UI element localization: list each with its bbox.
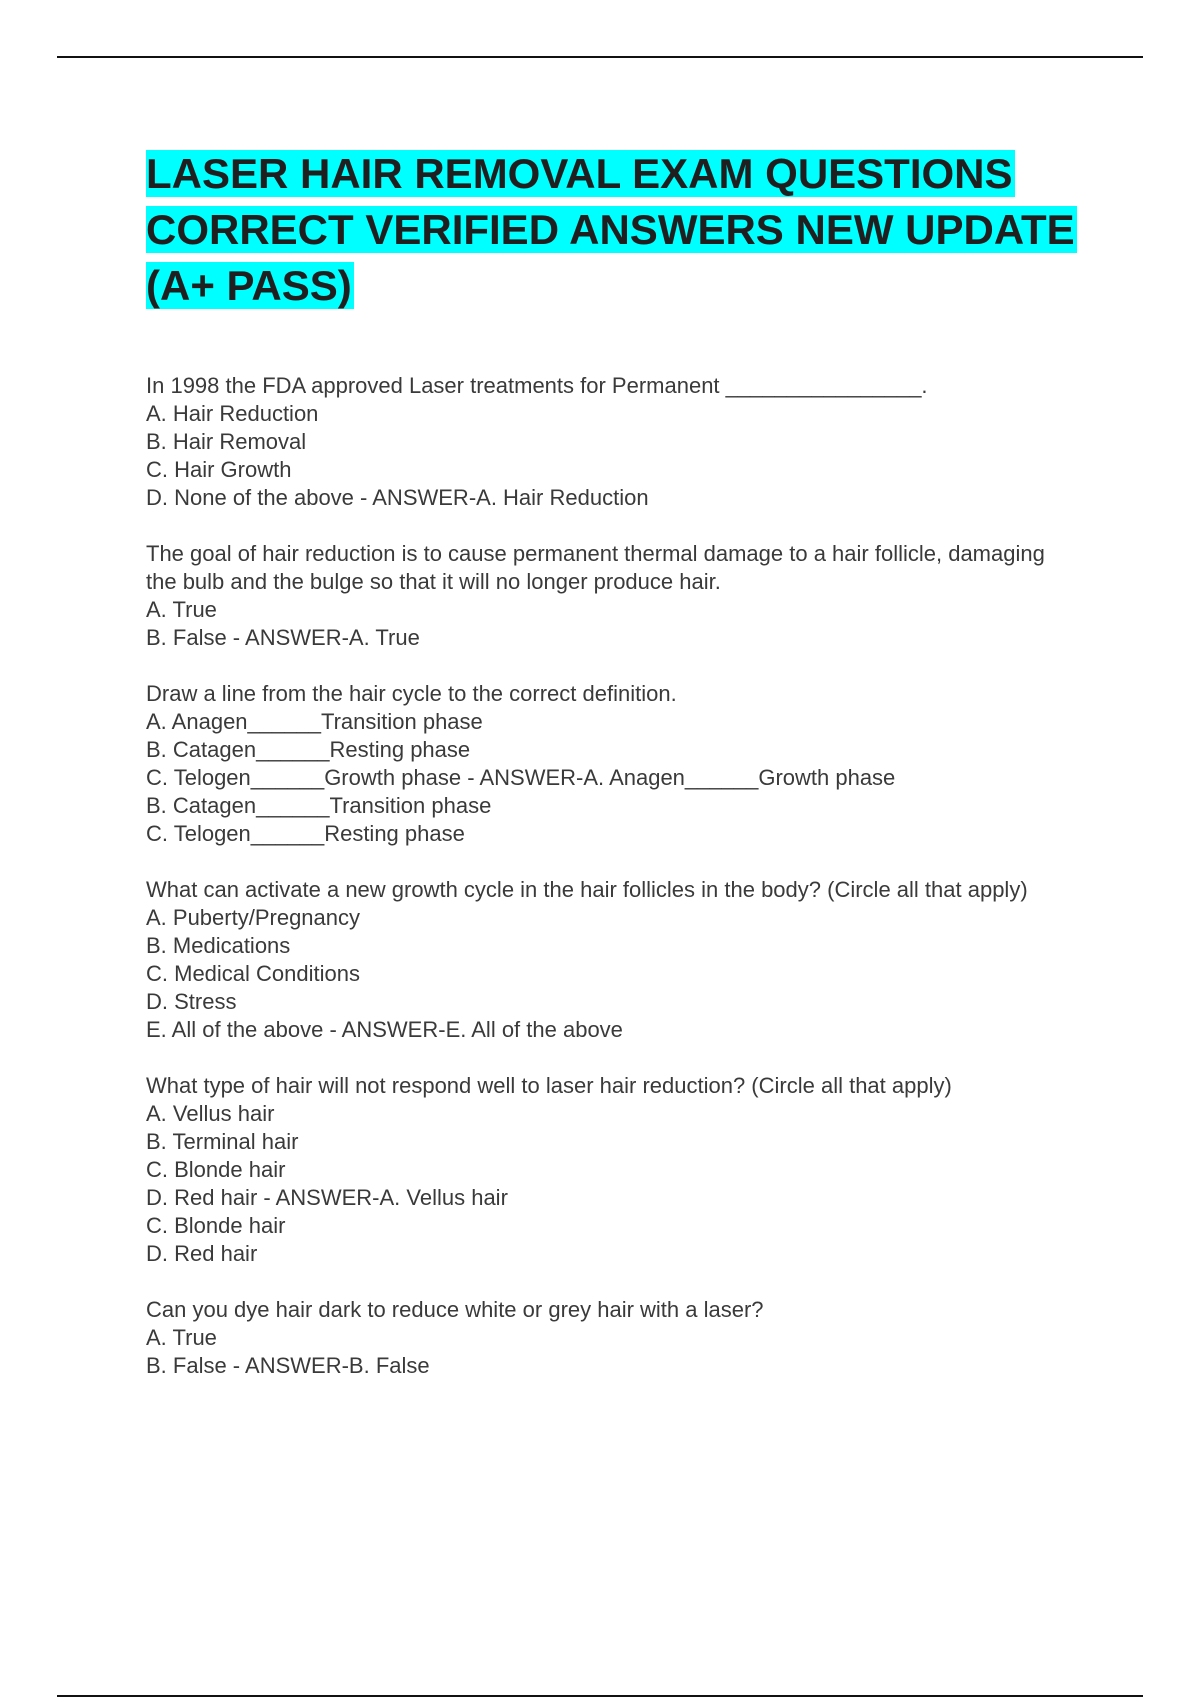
top-rule (57, 56, 1143, 58)
answer-option-with-key: C. Telogen______Growth phase - ANSWER-A. Anagen______Growth phase (146, 765, 896, 790)
question-text: In 1998 the FDA approved Laser treatments for Permanent ________________. (146, 373, 928, 398)
answer-option: D. Stress (146, 989, 237, 1014)
answer-key-line: B. Catagen______Transition phase (146, 793, 492, 818)
answer-option: A. Hair Reduction (146, 401, 319, 426)
answer-option-with-key: B. False - ANSWER-B. False (146, 1353, 430, 1378)
question-2 (146, 540, 1076, 652)
question-text: What type of hair will not respond well to laser hair reduction? (Circle all that apply) (146, 1073, 952, 1098)
answer-key-line: C. Telogen______Resting phase (146, 821, 465, 846)
answer-option: B. Medications (146, 933, 291, 958)
answer-option-with-key: D. Red hair - ANSWER-A. Vellus hair (146, 1185, 508, 1210)
question-text: What can activate a new growth cycle in the hair follicles in the body? (Circle all that apply) (146, 877, 1028, 902)
answer-key-line: C. Blonde hair (146, 1213, 286, 1238)
question-text: Draw a line from the hair cycle to the correct definition. (146, 681, 677, 706)
answer-key-line: D. Red hair (146, 1241, 258, 1266)
answer-option-with-key: D. None of the above - ANSWER-A. Hair Reduction (146, 485, 649, 510)
question-5 (146, 1072, 1076, 1268)
document-title (146, 146, 1076, 314)
question-4 (146, 876, 1076, 1044)
question-1 (146, 372, 1076, 512)
title-highlight: LASER HAIR REMOVAL EXAM QUESTIONS CORRECT VERIFIED ANSWERS NEW UPDATE (A+ PASS) (146, 150, 1075, 309)
question-list (146, 372, 1076, 1380)
answer-option: B. Catagen______Resting phase (146, 737, 471, 762)
question-3 (146, 680, 1076, 848)
answer-option: A. True (146, 597, 217, 622)
answer-option: C. Hair Growth (146, 457, 292, 482)
answer-option: C. Medical Conditions (146, 961, 360, 986)
question-6 (146, 1296, 1076, 1380)
answer-option-with-key: B. False - ANSWER-A. True (146, 625, 420, 650)
answer-option: A. Anagen______Transition phase (146, 709, 483, 734)
document-body (146, 146, 1076, 1408)
question-text: Can you dye hair dark to reduce white or grey hair with a laser? (146, 1297, 764, 1322)
answer-option: A. Vellus hair (146, 1101, 275, 1126)
question-text: The goal of hair reduction is to cause permanent thermal damage to a hair follicle, damaging the bulb and the bulge so that it will no longer produce hair. (146, 541, 1051, 594)
answer-option: B. Terminal hair (146, 1129, 299, 1154)
answer-option: C. Blonde hair (146, 1157, 286, 1182)
answer-option: B. Hair Removal (146, 429, 307, 454)
answer-option: A. Puberty/Pregnancy (146, 905, 361, 930)
answer-option-with-key: E. All of the above - ANSWER-E. All of the above (146, 1017, 623, 1042)
answer-option: A. True (146, 1325, 217, 1350)
bottom-rule (57, 1695, 1143, 1697)
